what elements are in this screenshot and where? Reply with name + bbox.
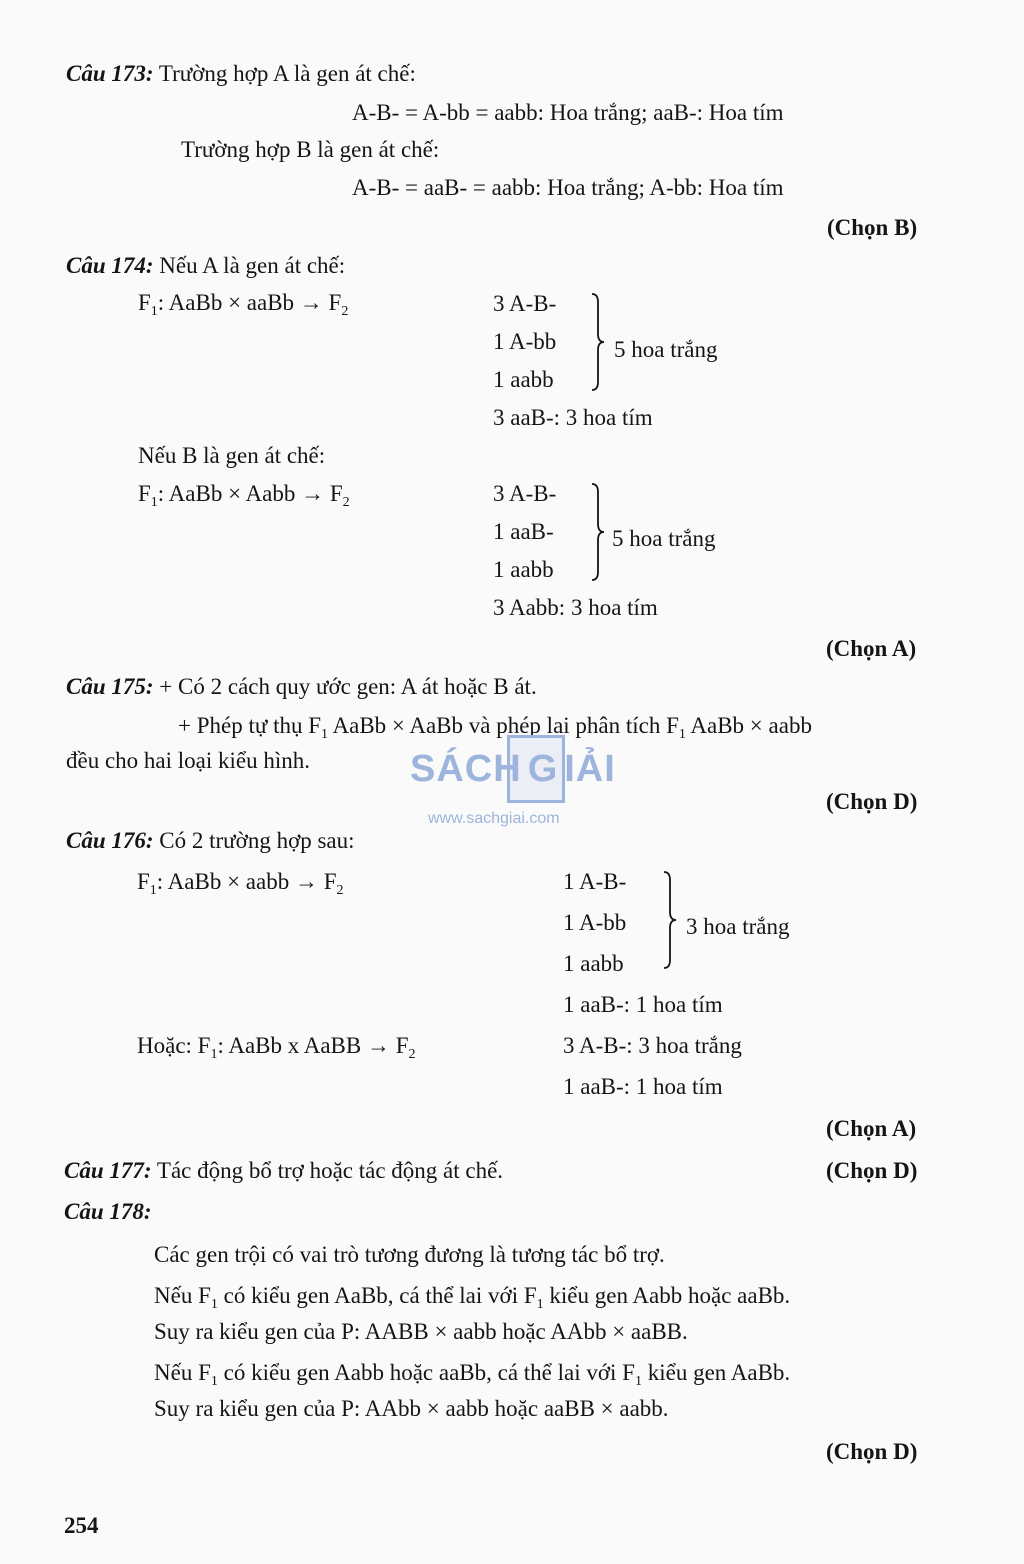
q174-text: Nếu A là gen át chế: <box>159 253 346 278</box>
q177-text: Tác động bổ trợ hoặc tác động át chế. <box>156 1158 504 1183</box>
q177-line1 <box>64 1159 503 1182</box>
q174-brace1 <box>588 292 612 392</box>
q175-text: + Có 2 cách quy ước gen: A át hoặc B át. <box>159 674 537 699</box>
q174-g2-2: 1 aabb <box>493 557 554 582</box>
watermark-logo: SÁCH G IẢI <box>410 748 616 790</box>
q173-line4: A-B- = aaB- = aabb: Hoa trắng; A-bb: Hoa tím <box>352 175 784 200</box>
q178-line5: Suy ra kiểu gen của P: AAbb × aabb hoặc aaBB × aabb. <box>154 1396 669 1421</box>
page-number: 254 <box>64 1513 99 1538</box>
q173-label: Câu 173: <box>66 61 154 86</box>
q176-answer: (Chọn A) <box>826 1116 917 1141</box>
q174-g1-3: 3 aaB-: 3 hoa tím <box>493 405 653 430</box>
q176-brace1-label: 3 hoa trắng <box>686 914 790 939</box>
q176-label: Câu 176: <box>66 828 154 853</box>
q174-brace1-label: 5 hoa trắng <box>614 337 718 362</box>
q174-brace2 <box>588 482 612 582</box>
q174-g2-1: 1 aaB- <box>493 519 554 544</box>
q177-label: Câu 177: <box>64 1158 152 1183</box>
q175-label: Câu 175: <box>66 674 154 699</box>
q178-line2: Nếu $F_1$ có kiểu gen AaBb, cá thể lai với $F_1$ kiểu gen Aabb hoặc aaBb. <box>154 1283 791 1312</box>
q176-line1 <box>66 829 355 852</box>
q176-cross2: Hoặc: $F_1$: AaBb x AaBB → $F_2$ <box>137 1033 416 1062</box>
q174-cross2: $F_1$: AaBb × Aabb → $F_2$ <box>138 481 350 510</box>
q176-g1-1: 1 A-bb <box>563 910 627 935</box>
q178-line1: Các gen trội có vai trò tương đương là tương tác bổ trợ. <box>154 1242 665 1267</box>
q175-line3: đều cho hai loại kiểu hình. <box>66 748 310 773</box>
q173-line2: A-B- = A-bb = aabb: Hoa trắng; aaB-: Hoa tím <box>352 100 784 125</box>
q173-line1 <box>66 62 416 85</box>
q174-g1-0: 3 A-B- <box>493 291 557 316</box>
watermark-url: www.sachgiai.com <box>428 810 560 827</box>
q174-g2-3: 3 Aabb: 3 hoa tím <box>493 595 658 620</box>
q175-answer: (Chọn D) <box>826 789 918 814</box>
q176-text: Có 2 trường hợp sau: <box>159 828 355 853</box>
q178-line4: Nếu $F_1$ có kiểu gen Aabb hoặc aaBb, cá thể lai với $F_1$ kiểu gen AaBb. <box>154 1360 791 1389</box>
q175-line1 <box>66 675 537 698</box>
q175-line2: + Phép tự thụ $F_1$ AaBb × AaBb và phép lai phân tích $F_1$ AaBb × aabb <box>178 713 812 742</box>
q176-brace1 <box>660 870 684 970</box>
q173-answer: (Chọn B) <box>827 215 918 240</box>
q178-label: Câu 178: <box>64 1199 152 1224</box>
q177-answer: (Chọn D) <box>826 1158 918 1183</box>
q176-g2-0: 3 A-B-: 3 hoa trắng <box>563 1033 742 1058</box>
q176-cross1: $F_1$: AaBb × aabb → $F_2$ <box>137 869 344 898</box>
q174-cross1: $F_1$: AaBb × aaBb → $F_2$ <box>138 290 349 319</box>
q176-g2-1: 1 aaB-: 1 hoa tím <box>563 1074 723 1099</box>
q174-g1-1: 1 A-bb <box>493 329 557 354</box>
q174-answer: (Chọn A) <box>826 636 917 661</box>
q174-brace2-label: 5 hoa trắng <box>612 526 716 551</box>
q178-line3: Suy ra kiểu gen của P: AABB × aabb hoặc AAbb × aaBB. <box>154 1319 688 1344</box>
q176-g1-3: 1 aaB-: 1 hoa tím <box>563 992 723 1017</box>
q174-line1 <box>66 254 345 277</box>
q176-g1-0: 1 A-B- <box>563 869 627 894</box>
q174-line2: Nếu B là gen át chế: <box>138 443 326 468</box>
q176-g1-2: 1 aabb <box>563 951 624 976</box>
q173-line3: Trường hợp B là gen át chế: <box>181 137 440 162</box>
q174-g2-0: 3 A-B- <box>493 481 557 506</box>
q178-answer: (Chọn D) <box>826 1439 918 1464</box>
q174-label: Câu 174: <box>66 253 154 278</box>
q173-text: Trường hợp A là gen át chế: <box>158 61 416 86</box>
q174-g1-2: 1 aabb <box>493 367 554 392</box>
